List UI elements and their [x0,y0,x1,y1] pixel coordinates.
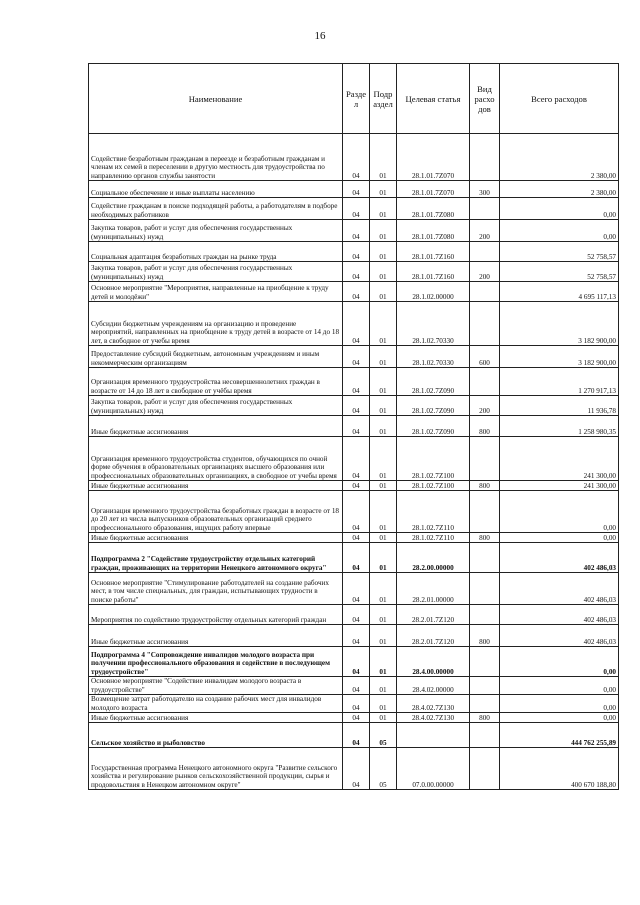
cell-target-article: 28.2.01.00000 [397,573,470,605]
cell-section: 04 [343,198,370,220]
cell-subsection: 01 [370,416,397,437]
table-row [89,282,619,302]
cell-section: 04 [343,605,370,625]
cell-expense-type: 800 [470,481,500,491]
cell-subsection: 01 [370,181,397,198]
cell-amount: 2 380,00 [500,181,619,198]
cell-amount: 241 300,00 [500,437,619,481]
cell-section: 04 [343,723,370,748]
cell-amount: 4 695 117,13 [500,282,619,302]
cell-name: Мероприятия по содействию трудоустройству отдельных категорий граждан [89,605,343,625]
cell-expense-type [470,647,500,677]
table-row [89,713,619,723]
cell-amount: 52 758,57 [500,262,619,282]
cell-subsection: 01 [370,713,397,723]
cell-subsection: 01 [370,134,397,181]
cell-expense-type [470,723,500,748]
cell-subsection: 01 [370,491,397,533]
cell-name: Иные бюджетные ассигнования [89,625,343,647]
cell-target-article: 28.4.02.00000 [397,677,470,695]
cell-name: Закупка товаров, работ и услуг для обеспечения государственных (муниципальных) нужд [89,220,343,242]
cell-subsection: 01 [370,625,397,647]
cell-name: Организация временного трудоустройства несовершеннолетних граждан в возрасте от 14 до 18 лет в свободное от учёбы время [89,368,343,396]
cell-name: Предоставление субсидий бюджетным, автономным учреждениям и иным некоммерческим организациям [89,346,343,368]
cell-name: Иные бюджетные ассигнования [89,713,343,723]
cell-name: Подпрограмма 2 "Содействие трудоустройству отдельных категорий граждан, проживающих на территории Ненецкого автономного округа" [89,543,343,573]
cell-target-article: 28.1.02.7Z090 [397,416,470,437]
cell-amount: 402 486,03 [500,625,619,647]
cell-expense-type: 200 [470,220,500,242]
cell-name: Подпрограмма 4 "Сопровождение инвалидов молодого возраста при получении профессионального образования и содействие в последующем трудоустройстве" [89,647,343,677]
cell-section: 04 [343,262,370,282]
cell-expense-type: 600 [470,346,500,368]
cell-subsection: 01 [370,437,397,481]
cell-section: 04 [343,134,370,181]
cell-name: Иные бюджетные ассигнования [89,416,343,437]
cell-expense-type: 800 [470,713,500,723]
cell-target-article: 28.1.01.7Z070 [397,181,470,198]
cell-name: Содействие безработным гражданам в переезде и безработным гражданам и членам их семей в переселении в другую местность для трудоустройства по направлению органов службы занятости [89,134,343,181]
cell-amount: 241 300,00 [500,481,619,491]
cell-expense-type: 800 [470,416,500,437]
cell-section: 04 [343,491,370,533]
cell-expense-type [470,748,500,790]
cell-amount: 402 486,03 [500,573,619,605]
cell-target-article: 28.1.01.7Z160 [397,242,470,262]
table-row [89,695,619,713]
header-section: Разде л [343,64,370,134]
cell-section: 04 [343,573,370,605]
header-total: Всего расходов [500,64,619,134]
cell-name: Социальная адаптация безработных граждан на рынке труда [89,242,343,262]
cell-name: Содействие гражданам в поиске подходящей работы, а работодателям в подборе необходимых работников [89,198,343,220]
cell-subsection: 01 [370,533,397,543]
cell-expense-type [470,491,500,533]
cell-name: Основное мероприятие "Стимулирование работодателей на создание рабочих мест, в том числе специальных, для граждан, испытывающих трудности в поиске работы" [89,573,343,605]
cell-expense-type [470,242,500,262]
cell-expense-type [470,282,500,302]
cell-section: 04 [343,625,370,647]
cell-subsection: 01 [370,220,397,242]
cell-subsection: 01 [370,573,397,605]
cell-expense-type: 300 [470,181,500,198]
cell-expense-type [470,368,500,396]
cell-target-article: 28.2.00.00000 [397,543,470,573]
cell-expense-type: 800 [470,533,500,543]
table-row [89,262,619,282]
table-row [89,625,619,647]
cell-amount: 1 258 980,35 [500,416,619,437]
cell-subsection: 01 [370,396,397,416]
cell-name: Закупка товаров, работ и услуг для обеспечения государственных (муниципальных) нужд [89,262,343,282]
cell-amount: 402 486,03 [500,605,619,625]
cell-name: Организация временного трудоустройства студентов, обучающихся по очной форме обучения в образовательных организациях высшего образования или профессиональных образовательных организациях, в свободное от учебы время [89,437,343,481]
cell-subsection: 01 [370,262,397,282]
cell-name: Иные бюджетные ассигнования [89,481,343,491]
cell-section: 04 [343,396,370,416]
table-row [89,220,619,242]
cell-target-article: 28.1.01.7Z070 [397,134,470,181]
cell-section: 04 [343,368,370,396]
table-body [89,134,619,790]
cell-section: 04 [343,677,370,695]
table-row [89,481,619,491]
cell-subsection: 01 [370,242,397,262]
cell-target-article: 28.1.02.00000 [397,282,470,302]
cell-expense-type [470,573,500,605]
cell-target-article: 28.1.02.7Z100 [397,481,470,491]
cell-name: Социальное обеспечение и иные выплаты населению [89,181,343,198]
expenditure-table [88,63,619,790]
cell-section: 04 [343,748,370,790]
cell-target-article: 28.2.01.7Z120 [397,605,470,625]
table-row [89,134,619,181]
cell-expense-type [470,437,500,481]
cell-section: 04 [343,346,370,368]
cell-subsection: 01 [370,605,397,625]
cell-target-article: 28.1.02.7Z090 [397,368,470,396]
cell-section: 04 [343,713,370,723]
cell-amount: 0,00 [500,677,619,695]
cell-expense-type [470,543,500,573]
cell-target-article: 28.4.02.7Z130 [397,695,470,713]
cell-expense-type: 800 [470,625,500,647]
cell-section: 04 [343,437,370,481]
table-header-row [89,64,619,134]
cell-amount: 3 182 900,00 [500,346,619,368]
cell-name: Основное мероприятие "Содействие инвалидам молодого возраста в трудоустройстве" [89,677,343,695]
cell-subsection: 01 [370,647,397,677]
cell-name: Иные бюджетные ассигнования [89,533,343,543]
table-row [89,647,619,677]
cell-section: 04 [343,533,370,543]
cell-amount: 0,00 [500,713,619,723]
cell-section: 04 [343,481,370,491]
cell-amount: 3 182 900,00 [500,302,619,346]
table-row [89,396,619,416]
table-row [89,677,619,695]
cell-subsection: 01 [370,302,397,346]
cell-expense-type [470,677,500,695]
table-row [89,302,619,346]
table-row [89,416,619,437]
cell-section: 04 [343,302,370,346]
cell-expense-type [470,695,500,713]
table-row [89,573,619,605]
cell-name: Организация временного трудоустройства безработных граждан в возрасте от 18 до 20 лет из числа выпускников образовательных организаций среднего профессионального образования, ищущих работу впервые [89,491,343,533]
cell-target-article: 28.1.02.70330 [397,302,470,346]
cell-section: 04 [343,220,370,242]
cell-name: Сельское хозяйство и рыболовство [89,723,343,748]
cell-name: Субсидии бюджетным учреждениям на организацию и проведение мероприятий, направленных на приобщение к труду детей в возрасте от 14 до 18 лет, в свободное от учебы время [89,302,343,346]
cell-target-article: 28.1.01.7Z080 [397,220,470,242]
table-row [89,242,619,262]
cell-name: Государственная программа Ненецкого автономного округа "Развитие сельского хозяйства и регулирование рынков сельскохозяйственной продукции, сырья и продовольствия в Ненецком автономном округе" [89,748,343,790]
cell-subsection: 01 [370,543,397,573]
cell-amount: 402 486,03 [500,543,619,573]
cell-target-article: 28.1.02.7Z100 [397,437,470,481]
cell-section: 04 [343,242,370,262]
cell-target-article: 07.0.00.00000 [397,748,470,790]
cell-name: Основное мероприятие "Мероприятия, направленные на приобщение к труду детей и молодёжи" [89,282,343,302]
table-row [89,437,619,481]
cell-amount: 52 758,57 [500,242,619,262]
cell-subsection: 05 [370,748,397,790]
cell-subsection: 01 [370,346,397,368]
cell-amount: 0,00 [500,198,619,220]
page-number: 16 [314,30,326,42]
table-row [89,368,619,396]
cell-expense-type: 200 [470,262,500,282]
cell-subsection: 01 [370,677,397,695]
cell-subsection: 01 [370,481,397,491]
header-name: Наименование [89,64,343,134]
cell-amount: 2 380,00 [500,134,619,181]
cell-amount: 444 762 255,89 [500,723,619,748]
cell-amount: 0,00 [500,491,619,533]
cell-target-article: 28.1.02.7Z110 [397,533,470,543]
cell-amount: 11 936,78 [500,396,619,416]
header-subsection: Подр аздел [370,64,397,134]
table-row [89,198,619,220]
cell-expense-type [470,302,500,346]
header-target-article: Целевая статья [397,64,470,134]
cell-target-article: 28.4.02.7Z130 [397,713,470,723]
cell-name: Закупка товаров, работ и услуг для обеспечения государственных (муниципальных) нужд [89,396,343,416]
cell-target-article: 28.1.01.7Z160 [397,262,470,282]
table-row [89,605,619,625]
cell-amount: 0,00 [500,220,619,242]
cell-expense-type [470,605,500,625]
table-row [89,748,619,790]
table-row [89,723,619,748]
cell-subsection: 01 [370,695,397,713]
table-row [89,543,619,573]
table-row [89,346,619,368]
cell-subsection: 01 [370,198,397,220]
cell-section: 04 [343,543,370,573]
table-row [89,491,619,533]
cell-subsection: 01 [370,282,397,302]
cell-name: Возмещение затрат работодателю на создание рабочих мест для инвалидов молодого возраста [89,695,343,713]
cell-expense-type: 200 [470,396,500,416]
cell-target-article: 28.1.02.70330 [397,346,470,368]
cell-amount: 1 270 917,13 [500,368,619,396]
cell-section: 04 [343,695,370,713]
table-row [89,533,619,543]
cell-target-article: 28.1.02.7Z110 [397,491,470,533]
header-expense-type: Вид расхо дов [470,64,500,134]
cell-section: 04 [343,647,370,677]
cell-subsection: 05 [370,723,397,748]
cell-target-article: 28.4.00.00000 [397,647,470,677]
cell-amount: 0,00 [500,695,619,713]
cell-section: 04 [343,282,370,302]
cell-amount: 400 670 188,80 [500,748,619,790]
cell-target-article: 28.1.02.7Z090 [397,396,470,416]
table-row [89,181,619,198]
cell-amount: 0,00 [500,647,619,677]
cell-subsection: 01 [370,368,397,396]
cell-expense-type [470,198,500,220]
cell-expense-type [470,134,500,181]
cell-amount: 0,00 [500,533,619,543]
cell-section: 04 [343,416,370,437]
cell-target-article: 28.1.01.7Z080 [397,198,470,220]
cell-target-article [397,723,470,748]
cell-section: 04 [343,181,370,198]
cell-target-article: 28.2.01.7Z120 [397,625,470,647]
